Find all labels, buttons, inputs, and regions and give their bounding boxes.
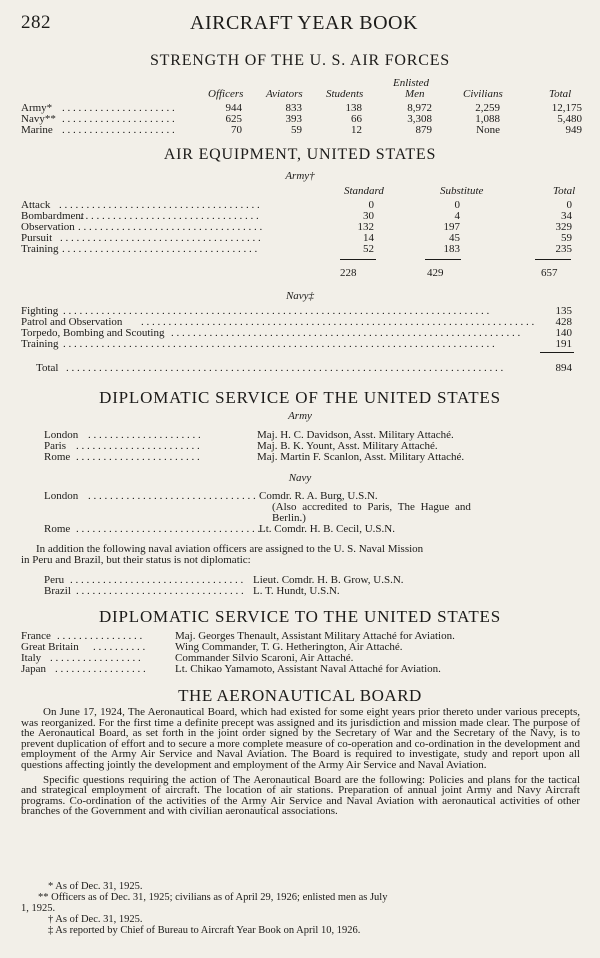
cell-officers: 625 bbox=[225, 113, 242, 125]
dot-leader: . . . . . . . . . . . . . . . . . . . . . . . . . . . . . . . . . . . . . . . . . . . . . . . . . . . . . . . . . . . . . . . . . . . . . . . . . . . . . . bbox=[63, 306, 490, 317]
footnote: † As of Dec. 31, 1925. bbox=[48, 914, 143, 925]
dot-leader: . . . . . . . . . . . . . . . . . . . . . . . . . . . . . . . . . . . . . . . . . . . . . . . . . . . . . . . . . . . . . . . . bbox=[171, 328, 521, 339]
cell-students: 12 bbox=[351, 124, 362, 136]
col-aviators: Aviators bbox=[266, 88, 303, 100]
cell-students: 66 bbox=[351, 113, 362, 125]
col-enlisted: Enlisted bbox=[393, 77, 430, 89]
dot-leader: . . . . . . . . . . . . . . . . . . . . . bbox=[62, 102, 175, 114]
country-name: Great Britain bbox=[21, 641, 79, 653]
cell-substitute: 183 bbox=[443, 243, 460, 255]
cell-standard: 14 bbox=[330, 233, 374, 244]
footnote: ** Officers as of Dec. 31, 1925; civilians as of April 29, 1926; enlisted men as July bbox=[38, 892, 388, 903]
dot-leader: . . . . . . . . . . . . . . . . . . . . . . . . . . . . . . . bbox=[76, 585, 244, 597]
row-label: Patrol and Observation bbox=[21, 316, 123, 328]
running-title: AIRCRAFT YEAR BOOK bbox=[190, 12, 418, 34]
sum-rule bbox=[535, 259, 571, 260]
country-name: Italy bbox=[21, 652, 42, 664]
cell-aviators: 833 bbox=[285, 102, 302, 114]
officer-name: Maj. B. K. Yount, Asst. Military Attaché. bbox=[257, 440, 438, 452]
city-name: Paris bbox=[44, 440, 66, 452]
officer-name: Wing Commander, T. G. Hetherington, Air Attaché. bbox=[175, 641, 403, 653]
dot-leader: . . . . . . . . . . . . . . . . . . . . . . . . . . . . . . . . . . . . bbox=[62, 243, 258, 255]
dot-leader: . . . . . . . . . . . . . . . . . bbox=[55, 663, 146, 675]
row-value: 191 bbox=[555, 338, 572, 350]
navy-subheading: Navy bbox=[288, 472, 312, 484]
country-name: Brazil bbox=[44, 585, 71, 597]
sum-rule bbox=[540, 352, 574, 353]
total-total: 657 bbox=[541, 267, 558, 279]
cell-officers: 70 bbox=[231, 124, 242, 136]
board-paragraph: Specific questions requiring the action of The Aeronautical Board are the following: Policies and plans for the tactical and strategical employment of aircraft. The location of air stations. Preparation of annual joint Army and Navy Aircraft programs. Co-ordination of the activities of the Army Air Service and Naval Aviation with aeronautical activities of other branches of the Government and with civilian aeronautical associations. bbox=[21, 773, 580, 818]
accreditation-note: (Also accredited to Paris, The Hague and bbox=[272, 501, 471, 513]
cell-total: 329 bbox=[555, 221, 572, 233]
officer-name: Maj. Georges Thenault, Assistant Military Attaché for Aviation. bbox=[175, 630, 455, 642]
dot-leader: . . . . . . . . . . . . . . . . . bbox=[50, 652, 141, 664]
cell-enlisted: 8,972 bbox=[407, 102, 432, 114]
sum-rule bbox=[340, 259, 376, 260]
dot-leader: . . . . . . . . . . . . . . . . . . . . . . . . . . . . . . . . . . . . . . . . . . . . . . . . . . . . . . . . . . . . . . . . . . . . . . . . . . . . . . . bbox=[63, 339, 495, 350]
cell-total: 59 bbox=[561, 232, 572, 244]
col-total: Total bbox=[549, 88, 572, 100]
cell-civilians: 2,259 bbox=[475, 102, 500, 114]
dot-leader: . . . . . . . . . . . . . . . . . . . . . bbox=[62, 124, 175, 136]
cell-civilians: None bbox=[476, 124, 500, 136]
section-title-strength: STRENGTH OF THE U. S. AIR FORCES bbox=[149, 52, 450, 69]
total-substitute: 429 bbox=[427, 267, 444, 279]
cell-total: 34 bbox=[561, 210, 572, 222]
army-subheading: Army bbox=[288, 410, 312, 422]
total-standard: 228 bbox=[340, 267, 357, 279]
cell-substitute: 0 bbox=[454, 199, 460, 211]
total-label: Total bbox=[36, 362, 59, 374]
cell-total: 0 bbox=[566, 199, 572, 211]
col-total: Total bbox=[553, 185, 576, 197]
mission-text: In addition the following naval aviation officers are assigned to the U. S. Naval Mission bbox=[36, 543, 424, 555]
cell-standard: 52 bbox=[330, 244, 374, 255]
officer-name: Commander Silvio Scaroni, Air Attaché. bbox=[175, 652, 354, 664]
dot-leader: . . . . . . . . . . . . . . . . . . . . . . . . . . . . . . . . . . . . . . . . . . . . . . . . . . . . . . . . . . . . . . . . . . . . . . . . . . . . . . . . bbox=[66, 363, 504, 374]
cell-enlisted: 3,308 bbox=[407, 113, 432, 125]
row-label: Training bbox=[21, 243, 59, 255]
row-value: 140 bbox=[555, 327, 572, 339]
officer-name: Maj. Martin F. Scanlon, Asst. Military Attaché. bbox=[257, 451, 465, 463]
dot-leader: . . . . . . . . . . . . . . . . . . . . . . . . . . . . . . . bbox=[88, 490, 256, 502]
row-label: Bombardment bbox=[21, 210, 84, 222]
section-title-board: THE AERONAUTICAL BOARD bbox=[178, 686, 422, 705]
cell-officers: 944 bbox=[225, 102, 242, 114]
cell-students: 138 bbox=[345, 102, 362, 114]
cell-standard: 132 bbox=[330, 222, 374, 233]
dot-leader: . . . . . . . . . . . . . . . . bbox=[57, 630, 143, 642]
officer-name: Maj. H. C. Davidson, Asst. Military Attaché. bbox=[257, 429, 454, 441]
board-paragraph: On June 17, 1924, The Aeronautical Board, which had existed for some eight years prior thereto under various precepts, was reorganized. For the first time a definite precept was assigned and its jurisdiction and mission made clear. The purpose of the Aeronautical Board, as set forth in the joint order signed by the Secretary of War and the Secretary of the Navy, is to prevent duplication of effort and to secure a more complete measure of co-operation and co-ordination in the development and employment of the Army Air Service and Naval Aviation. The Board is required to investigate, study and report upon all questions affecting jointly the development and employment of the Army Air Service and Naval Aviation. bbox=[21, 706, 580, 771]
army-subheading: Army† bbox=[285, 170, 315, 182]
dot-leader: . . . . . . . . . . bbox=[93, 641, 146, 653]
cell-substitute: 4 bbox=[454, 210, 460, 222]
cell-substitute: 197 bbox=[443, 221, 460, 233]
cell-civilians: 1,088 bbox=[475, 113, 500, 125]
row-label: Torpedo, Bombing and Scouting bbox=[21, 327, 165, 339]
row-label: Navy** bbox=[21, 113, 56, 125]
cell-standard: 30 bbox=[330, 211, 374, 222]
footnote: ‡ As reported by Chief of Bureau to Aircraft Year Book on April 10, 1926. bbox=[48, 925, 361, 936]
country-name: Peru bbox=[44, 574, 65, 586]
dot-leader: . . . . . . . . . . . . . . . . . . . . . . . . . . . . . . . . . . . . . bbox=[59, 199, 260, 211]
dot-leader: . . . . . . . . . . . . . . . . . . . . . . . . . . . . . . . . . bbox=[80, 210, 259, 222]
city-name: Rome bbox=[44, 451, 71, 463]
dot-leader: . . . . . . . . . . . . . . . . . . . . . . . . . . . . . . . . . . . . . . . . . . . . . . . . . . . . . . . . . . . . . . . . . . . . . . . . bbox=[141, 317, 535, 328]
cell-total: 12,175 bbox=[551, 102, 582, 114]
footnote: 1, 1925. bbox=[21, 903, 56, 914]
officer-name: Lt. Comdr. H. B. Cecil, U.S.N. bbox=[259, 523, 395, 535]
col-men: Men bbox=[405, 88, 425, 100]
dot-leader: . . . . . . . . . . . . . . . . . . . . . . . . . . . . . . . . bbox=[70, 574, 244, 586]
row-label: Marine bbox=[21, 124, 53, 136]
accreditation-note: Berlin.) bbox=[272, 512, 306, 524]
col-students: Students bbox=[326, 88, 364, 100]
row-label: Training bbox=[21, 338, 59, 350]
dot-leader: . . . . . . . . . . . . . . . . . . . . . . . bbox=[76, 440, 200, 452]
section-title-diplomatic-to: DIPLOMATIC SERVICE TO THE UNITED STATES bbox=[98, 607, 501, 626]
cell-substitute: 45 bbox=[449, 232, 460, 244]
navy-subheading: Navy‡ bbox=[285, 290, 315, 302]
col-substitute: Substitute bbox=[440, 185, 484, 197]
city-name: London bbox=[44, 429, 79, 441]
col-standard: Standard bbox=[344, 185, 384, 197]
dot-leader: . . . . . . . . . . . . . . . . . . . . . bbox=[62, 113, 175, 125]
row-label: Pursuit bbox=[21, 232, 53, 244]
page-number: 282 bbox=[21, 12, 51, 33]
section-title-equipment: AIR EQUIPMENT, UNITED STATES bbox=[163, 146, 437, 163]
row-value: 428 bbox=[555, 316, 572, 328]
dot-leader: . . . . . . . . . . . . . . . . . . . . . . . . . . . . . . . . . . . . . bbox=[60, 232, 261, 244]
officer-name: Lt. Chikao Yamamoto, Assistant Naval Attaché for Aviation. bbox=[175, 663, 441, 675]
mission-text: in Peru and Brazil, but their status is not diplomatic: bbox=[21, 554, 251, 566]
country-name: Japan bbox=[21, 663, 47, 675]
dot-leader: . . . . . . . . . . . . . . . . . . . . . . . . . . . . . . . . . . bbox=[78, 221, 263, 233]
cell-enlisted: 879 bbox=[415, 124, 432, 136]
row-label: Army* bbox=[21, 102, 53, 114]
row-label: Attack bbox=[21, 199, 51, 211]
officer-name: Comdr. R. A. Burg, U.S.N. bbox=[259, 490, 378, 502]
row-label: Fighting bbox=[21, 305, 59, 317]
cell-total: 5,480 bbox=[557, 113, 582, 125]
col-civilians: Civilians bbox=[463, 88, 503, 100]
cell-total: 949 bbox=[565, 124, 582, 136]
cell-total: 235 bbox=[555, 243, 572, 255]
officer-name: Lieut. Comdr. H. B. Grow, U.S.N. bbox=[253, 574, 404, 586]
cell-aviators: 393 bbox=[285, 113, 302, 125]
dot-leader: . . . . . . . . . . . . . . . . . . . . . . . bbox=[76, 451, 200, 463]
cell-standard: 0 bbox=[330, 200, 374, 211]
city-name: Rome bbox=[44, 523, 71, 535]
country-name: France bbox=[21, 630, 51, 642]
total-value: 894 bbox=[555, 362, 572, 374]
city-name: London bbox=[44, 490, 79, 502]
row-value: 135 bbox=[555, 305, 572, 317]
dot-leader: . . . . . . . . . . . . . . . . . . . . . bbox=[88, 429, 201, 441]
col-officers: Officers bbox=[208, 88, 244, 100]
sum-rule bbox=[425, 259, 461, 260]
cell-aviators: 59 bbox=[291, 124, 302, 136]
officer-name: L. T. Hundt, U.S.N. bbox=[253, 585, 340, 597]
dot-leader: . . . . . . . . . . . . . . . . . . . . . . . . . . . . . . . . . . bbox=[76, 523, 261, 535]
footnote: * As of Dec. 31, 1925. bbox=[48, 881, 143, 892]
row-label: Observation bbox=[21, 221, 75, 233]
board-body bbox=[21, 707, 580, 817]
section-title-diplomatic-of: DIPLOMATIC SERVICE OF THE UNITED STATES bbox=[99, 388, 501, 407]
